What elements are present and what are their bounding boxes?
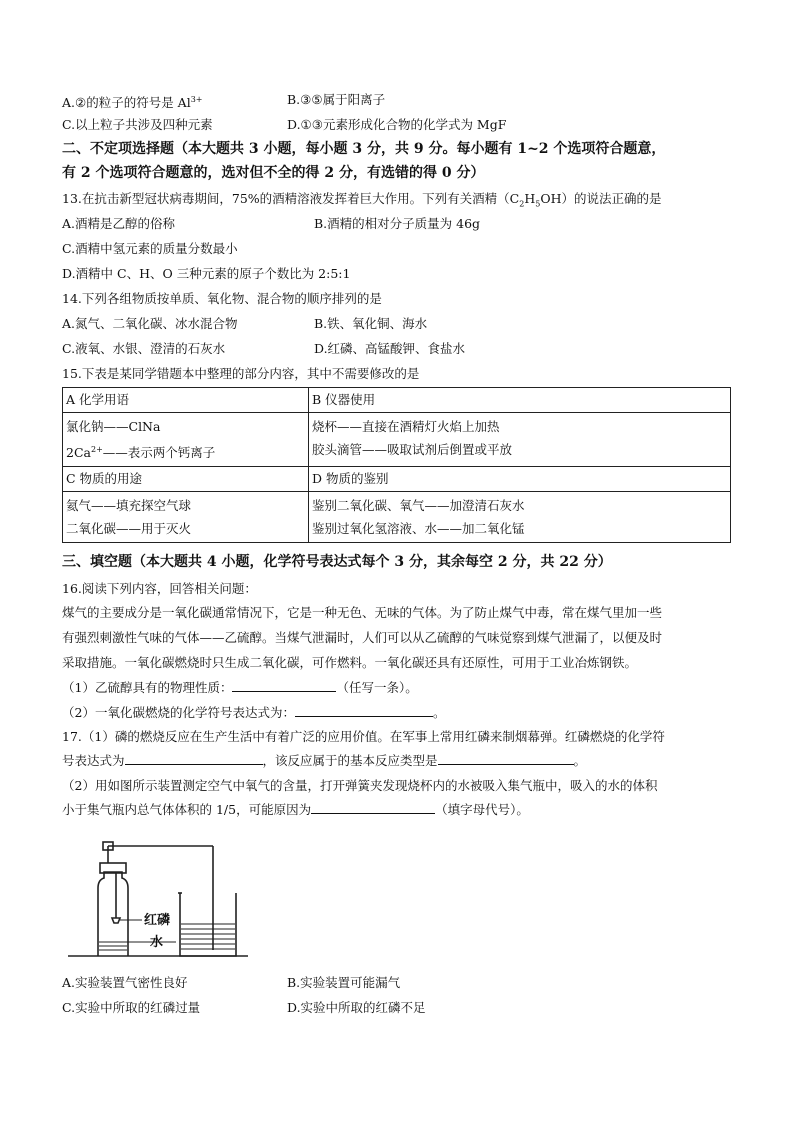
- label-water: 水: [150, 935, 164, 950]
- q15-cell-c-body: 氦气——填充探空气球 二氧化碳——用于灭火: [63, 492, 309, 543]
- q15-cell-a-body: 氯化钠——ClNa $2Ca^{2+}——$表示两个钙离子: [63, 413, 309, 467]
- q15-cell-b-body: 烧杯——直接在酒精灯火焰上加热 胶头滴管——吸取试剂后倒置或平放: [309, 413, 731, 467]
- q15-cell-c-head: C 物质的用途: [63, 467, 309, 492]
- q17-answer-blank-equation[interactable]: [125, 752, 263, 765]
- q13-option-b: B.酒精的相对分子质量为 46g: [314, 216, 481, 231]
- q17-option-c: C.实验中所取的红磷过量: [62, 1000, 201, 1015]
- q17-line1: 17.（1）磷的燃烧反应在生产生活中有着广泛的应用价值。在军事上常用红磷来制烟幕弹。红磷燃烧的化学符: [62, 729, 665, 744]
- q15-table: [62, 387, 731, 543]
- q15-cell-d-head: D 物质的鉴别: [309, 467, 731, 492]
- q12-option-a: A.②的粒子的符号是 $Al^{3+}$: [62, 95, 203, 111]
- q13-option-d: D.酒精中 C、H、O 三种元素的原子个数比为 2:5:1: [62, 266, 351, 281]
- q16-sub2: （2）一氧化碳燃烧的化学符号表达式为： 。: [62, 705, 446, 720]
- q17-answer-blank-reason[interactable]: [311, 801, 435, 814]
- q15-stem: 15.下表是某同学错题本中整理的部分内容，其中不需要修改的是: [62, 366, 420, 381]
- q16-answer-blank-2[interactable]: [295, 704, 433, 717]
- q13-stem: 13.在抗击新型冠状病毒期间，75%的酒精溶液发挥着巨大作用。下列有关酒精$(C_2H_5OH)$的说法正确的是: [62, 191, 662, 209]
- section-3-title: 三、填空题（本大题共 4 小题，化学符号表达式每个 3 分，其余每空 2 分，共 22 分）: [62, 554, 612, 570]
- q17-line3: （2）用如图所示装置测定空气中氧气的含量，打开弹簧夹发现烧杯内的水被吸入集气瓶中，吸入的水的体积: [62, 778, 658, 793]
- q17-line4: 小于集气瓶内总气体体积的 1/5，可能原因为 （填字母代号）。: [62, 802, 529, 817]
- q17-answer-blank-reaction-type[interactable]: [438, 752, 574, 765]
- q14-option-a: A.氮气、二氧化碳、冰水混合物: [62, 316, 238, 331]
- q12-option-d: D.①③元素形成化合物的化学式为 MgF: [287, 117, 507, 132]
- q16-passage-line2: 有强烈刺激性气味的气体——乙硫醇。当煤气泄漏时，人们可以从乙硫醇的气味觉察到煤气泄漏了，以便及时: [62, 630, 663, 645]
- q17-line2: 号表达式为 ，该反应属于的基本反应类型是 。: [62, 753, 587, 768]
- gas-bottle: [98, 872, 128, 956]
- section-2-title-line2: 有 2 个选项符合题意的，选对但不全的得 2 分，有选错的得 0 分）: [62, 165, 485, 181]
- q16-stem: 16.阅读下列内容，回答相关问题：: [62, 581, 257, 596]
- phosphorus-spoon: [112, 918, 120, 923]
- section-2-title-line1: 二、不定项选择题（本大题共 3 小题，每小题 3 分，共 9 分。每小题有 1~2 个选项符合题意，: [62, 141, 666, 157]
- label-red-phosphorus: 红磷: [144, 913, 171, 928]
- q13-option-a: A.酒精是乙醇的俗称: [62, 216, 176, 231]
- q16-passage-line1: 煤气的主要成分是一氧化碳通常情况下，它是一种无色、无味的气体。为了防止煤气中毒，常在煤气里加一些: [62, 605, 663, 620]
- q17-option-b: B.实验装置可能漏气: [287, 975, 401, 990]
- q14-option-b: B.铁、氧化铜、海水: [314, 316, 428, 331]
- q17-option-a: A.实验装置气密性良好: [62, 975, 188, 990]
- q17-option-d: D.实验中所取的红磷不足: [287, 1000, 426, 1015]
- q14-stem: 14.下列各组物质按单质、氧化物、混合物的顺序排列的是: [62, 291, 382, 306]
- q16-passage-line3: 采取措施。一氧化碳燃烧时只生成二氧化碳，可作燃料。一氧化碳还具有还原性，可用于工业冶炼钢铁。: [62, 655, 638, 670]
- q15-cell-b-head: B 仪器使用: [309, 388, 731, 413]
- q16-sub1: （1）乙硫醇具有的物理性质： （任写一条）。: [62, 680, 418, 695]
- q16-answer-blank-1[interactable]: [232, 679, 336, 692]
- q14-option-d: D.红磷、高锰酸钾、食盐水: [314, 341, 466, 356]
- q15-cell-a-head: A 化学用语: [63, 388, 309, 413]
- q13-option-c: C.酒精中氢元素的质量分数最小: [62, 241, 238, 256]
- q12-option-b: B.③⑤属于阳离子: [287, 92, 386, 107]
- q15-cell-d-body: 鉴别二氧化碳、氧气——加澄清石灰水 鉴别过氧化氢溶液、水——加二氧化锰: [309, 492, 731, 543]
- apparatus-diagram: [68, 838, 248, 963]
- q12-option-c: C.以上粒子共涉及四种元素: [62, 117, 213, 132]
- q14-option-c: C.液氧、水银、澄清的石灰水: [62, 341, 226, 356]
